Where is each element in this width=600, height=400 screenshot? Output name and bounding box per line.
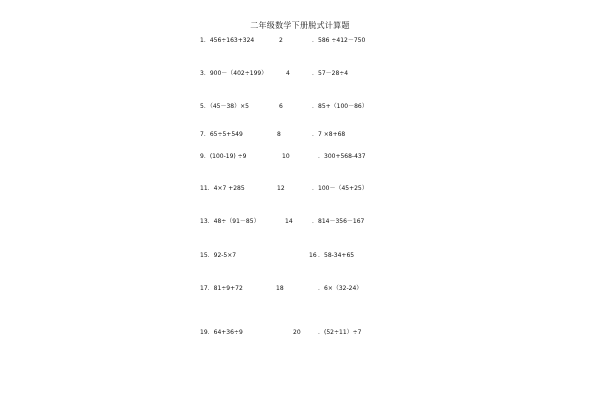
problem-14: ．814－356－167 [312, 218, 365, 225]
problem-16: ．58-34+65 [318, 252, 355, 259]
problem-number-12: 12 [277, 185, 285, 192]
problem-6: ．85+（100－86） [312, 103, 368, 110]
problem-18: ．6×（32-24） [318, 285, 363, 292]
problem-19: 19．64+36÷9 [200, 329, 243, 336]
problem-number-14: 14 [285, 218, 293, 225]
problem-10: ．300+568-437 [318, 153, 366, 160]
problem-3: 3．900－（402÷199） [200, 70, 268, 77]
problem-7: 7．65÷5+549 [200, 131, 243, 138]
problem-20: ．(52÷11）÷7 [318, 329, 362, 336]
problem-11: 11．4×7 +285 [200, 185, 245, 192]
problem-17: 17．81÷9+72 [200, 285, 243, 292]
problem-number-10: 10 [282, 153, 290, 160]
problem-8: ．7 ×8+68 [312, 131, 346, 138]
problem-1: 1．456÷163+324 [200, 37, 255, 44]
problem-number-16: 16 [309, 252, 317, 259]
problem-2: ．586 ÷412－750 [312, 37, 366, 44]
problem-13: 13．48÷（91－85） [200, 218, 260, 225]
problem-15: 15．92-5×7 [200, 252, 237, 259]
problem-5: 5．（45－38）×5 [200, 103, 249, 110]
problem-number-18: 18 [276, 285, 284, 292]
problem-number-8: 8 [277, 131, 281, 138]
problem-number-20: 20 [293, 329, 301, 336]
problem-12: ．100－（45+25） [312, 185, 368, 192]
problem-9: 9．(100-19) ÷9 [200, 153, 247, 160]
problem-4: ．57－28÷4 [312, 70, 349, 77]
problem-number-6: 6 [279, 103, 283, 110]
problem-number-2: 2 [279, 37, 283, 44]
worksheet-title: 二年级数学下册脱式计算题 [250, 21, 350, 30]
problem-number-4: 4 [286, 70, 290, 77]
